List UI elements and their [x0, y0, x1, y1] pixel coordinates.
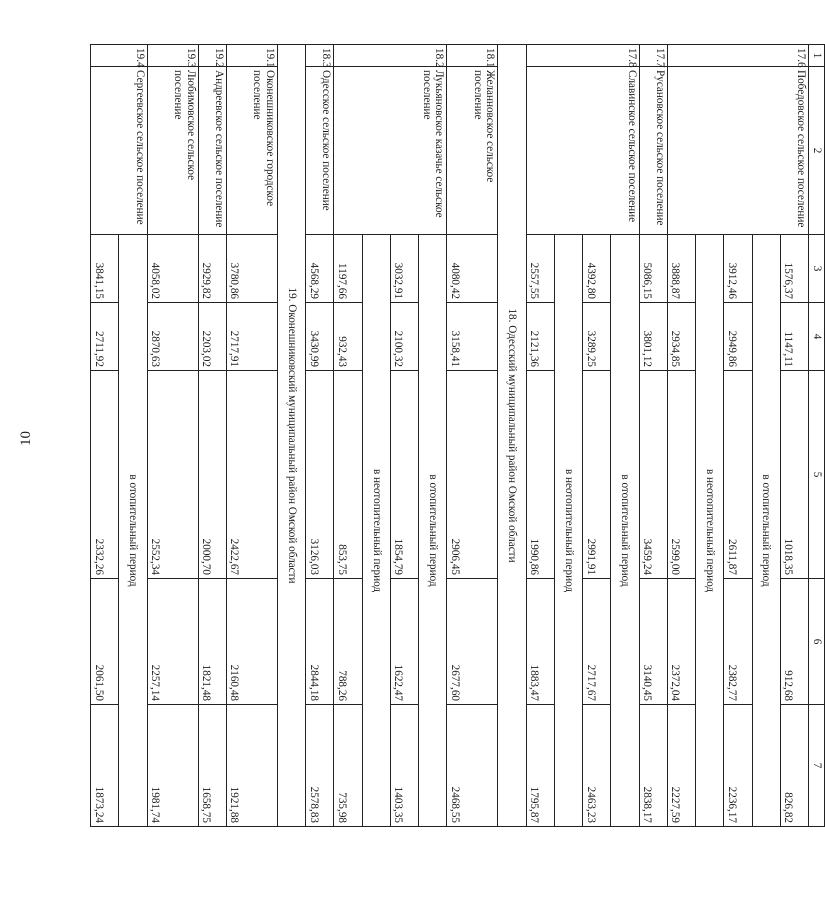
- value-cell: 2227,59: [667, 705, 695, 827]
- table-row: [198, 45, 226, 827]
- row-number: 18.2: [334, 45, 447, 67]
- value-cell: 2121,36: [526, 303, 554, 371]
- value-cell: 3841,15: [91, 235, 119, 303]
- value-cell: 2000,70: [198, 371, 226, 579]
- value-cell: 912,68: [780, 579, 808, 705]
- value-cell: 3140,45: [639, 579, 667, 705]
- period-label: в отопительный период: [611, 235, 639, 827]
- table-row: [147, 45, 198, 827]
- value-cell: 2332,26: [91, 371, 119, 579]
- header-cell: 6: [809, 579, 825, 705]
- tariff-table: [90, 44, 825, 827]
- value-cell: 2203,02: [198, 303, 226, 371]
- value-cell: 1795,87: [526, 705, 554, 827]
- value-cell: 2468,55: [447, 705, 498, 827]
- header-cell: 2: [809, 67, 825, 235]
- value-cell: 1990,86: [526, 371, 554, 579]
- period-label: в неотопительный период: [554, 235, 582, 827]
- value-cell: 2949,86: [724, 303, 752, 371]
- value-cell: 2934,85: [667, 303, 695, 371]
- value-cell: 4392,80: [583, 235, 611, 303]
- value-cell: 2463,23: [583, 705, 611, 827]
- row-number: 19.3: [147, 45, 198, 67]
- value-cell: 1873,24: [91, 705, 119, 827]
- region-row: [498, 45, 526, 827]
- value-cell: 3912,46: [724, 235, 752, 303]
- table-row: [780, 45, 808, 827]
- row-number: 17.7: [639, 45, 667, 67]
- settlement-name: Лукьяновское казачье сельское поселение: [334, 67, 447, 235]
- settlement-name: Любимовское сельское поселение: [147, 67, 198, 235]
- period-label: в неотопительный период: [696, 235, 724, 827]
- value-cell: 3888,87: [667, 235, 695, 303]
- value-cell: 826,82: [780, 705, 808, 827]
- table-row: [447, 45, 498, 827]
- row-number: 19.1: [226, 45, 277, 67]
- value-cell: 853,75: [334, 371, 362, 579]
- period-label-row: [419, 45, 447, 827]
- row-number: 17.6: [667, 45, 808, 67]
- value-cell: 2257,14: [147, 579, 198, 705]
- value-cell: 2372,04: [667, 579, 695, 705]
- header-cell: 3: [809, 235, 825, 303]
- value-cell: 2838,17: [639, 705, 667, 827]
- period-label: в неотопительный период: [362, 235, 390, 827]
- value-cell: 2552,34: [147, 371, 198, 579]
- value-cell: 1821,48: [198, 579, 226, 705]
- region-row: [277, 45, 305, 827]
- value-cell: 2711,92: [91, 303, 119, 371]
- value-cell: 2906,45: [447, 371, 498, 579]
- settlement-name: Оконешниковское городское поселение: [226, 67, 277, 235]
- value-cell: 1403,35: [390, 705, 418, 827]
- settlement-name: Русановское сельское поселение: [639, 67, 667, 235]
- settlement-name: Андреевское сельское поселение: [198, 67, 226, 235]
- row-number: 18.3: [306, 45, 334, 67]
- header-cell: 7: [809, 705, 825, 827]
- header-cell: 5: [809, 371, 825, 579]
- settlement-name: Желанновское сельское поселение: [447, 67, 498, 235]
- value-cell: 1576,37: [780, 235, 808, 303]
- table-row: [306, 45, 334, 827]
- value-cell: 1147,11: [780, 303, 808, 371]
- row-number: 18.1: [447, 45, 498, 67]
- period-label: в отопительный период: [752, 235, 780, 827]
- value-cell: 3289,25: [583, 303, 611, 371]
- settlement-name: Одесское сельское поселение: [306, 67, 334, 235]
- header-cell: 4: [809, 303, 825, 371]
- value-cell: 2991,91: [583, 371, 611, 579]
- value-cell: 3430,99: [306, 303, 334, 371]
- value-cell: 2557,55: [526, 235, 554, 303]
- value-cell: 1658,75: [198, 705, 226, 827]
- value-cell: 2578,83: [306, 705, 334, 827]
- region-heading: 18. Одесский муниципальный район Омской области: [498, 45, 526, 827]
- header-row: [809, 45, 825, 827]
- period-label: в отопительный период: [119, 235, 147, 827]
- region-heading: 19. Оконешниковский муниципальный район Омской области: [277, 45, 305, 827]
- value-cell: 3780,86: [226, 235, 277, 303]
- value-cell: 1921,88: [226, 705, 277, 827]
- header-cell: 1: [809, 45, 825, 67]
- value-cell: 735,98: [334, 705, 362, 827]
- settlement-name: Сергеевское сельское поселение: [91, 67, 148, 235]
- value-cell: 4080,42: [447, 235, 498, 303]
- value-cell: 4568,29: [306, 235, 334, 303]
- value-cell: 2382,77: [724, 579, 752, 705]
- row-number: 19.2: [198, 45, 226, 67]
- value-cell: 2717,91: [226, 303, 277, 371]
- period-label-row: [119, 45, 147, 827]
- value-cell: 3032,91: [390, 235, 418, 303]
- table-row: [639, 45, 667, 827]
- value-cell: 5086,15: [639, 235, 667, 303]
- value-cell: 3126,03: [306, 371, 334, 579]
- value-cell: 1018,35: [780, 371, 808, 579]
- period-label: в отопительный период: [419, 235, 447, 827]
- value-cell: 1622,47: [390, 579, 418, 705]
- value-cell: 3801,12: [639, 303, 667, 371]
- value-cell: 3459,24: [639, 371, 667, 579]
- value-cell: 2422,67: [226, 371, 277, 579]
- rotated-table-container: [90, 44, 825, 826]
- settlement-name: Победовское сельское поселение: [667, 67, 808, 235]
- value-cell: 788,26: [334, 579, 362, 705]
- value-cell: 1981,74: [147, 705, 198, 827]
- value-cell: 2236,17: [724, 705, 752, 827]
- value-cell: 3158,41: [447, 303, 498, 371]
- row-number: 17.8: [526, 45, 639, 67]
- value-cell: 2929,82: [198, 235, 226, 303]
- settlement-name: Славинское сельское поселение: [526, 67, 639, 235]
- value-cell: 2599,00: [667, 371, 695, 579]
- value-cell: 2611,87: [724, 371, 752, 579]
- value-cell: 932,43: [334, 303, 362, 371]
- value-cell: 1854,79: [390, 371, 418, 579]
- value-cell: 4058,02: [147, 235, 198, 303]
- value-cell: 2870,63: [147, 303, 198, 371]
- value-cell: 2100,32: [390, 303, 418, 371]
- value-cell: 2160,48: [226, 579, 277, 705]
- value-cell: 2844,18: [306, 579, 334, 705]
- value-cell: 2717,67: [583, 579, 611, 705]
- period-label-row: [611, 45, 639, 827]
- value-cell: 2677,60: [447, 579, 498, 705]
- page-number: 10: [18, 431, 34, 446]
- table-row: [226, 45, 277, 827]
- row-number: 19.4: [91, 45, 148, 67]
- value-cell: 1197,66: [334, 235, 362, 303]
- value-cell: 1883,47: [526, 579, 554, 705]
- value-cell: 2061,50: [91, 579, 119, 705]
